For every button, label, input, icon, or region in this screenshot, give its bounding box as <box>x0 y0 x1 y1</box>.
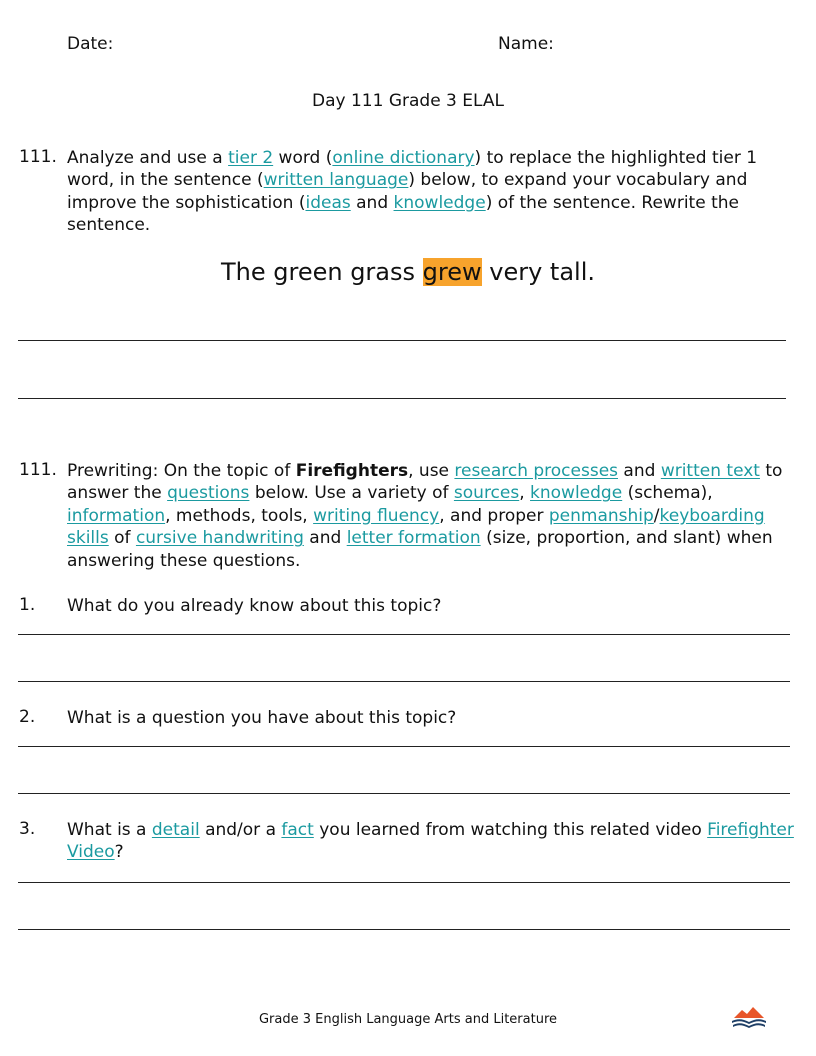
link-fact[interactable]: fact <box>281 820 314 840</box>
question-text: What is a detail and/or a fact you learned from watching this related video Firefighter Video? <box>67 820 794 863</box>
link-tier-2[interactable]: tier 2 <box>228 148 274 168</box>
name-label: Name: <box>498 34 554 54</box>
answer-line[interactable] <box>18 746 790 747</box>
link-online-dictionary[interactable]: online dictionary <box>332 148 475 168</box>
date-label: Date: <box>67 34 114 54</box>
link-research-processes[interactable]: research processes <box>454 461 619 481</box>
topic-name: Firefighters <box>295 461 409 481</box>
link-penmanship[interactable]: penmanship <box>548 505 654 526</box>
link-ideas[interactable]: ideas <box>305 192 351 213</box>
link-firefighter-video[interactable]: Firefighter Video <box>67 820 794 863</box>
highlighted-word: grew <box>422 258 482 286</box>
answer-line[interactable] <box>18 634 790 635</box>
link-written-language[interactable]: written language <box>263 170 409 191</box>
question-text: What do you already know about this topic? <box>67 596 442 616</box>
section-number: 111. <box>19 460 57 480</box>
page-title: Day 111 Grade 3 ELAL <box>312 91 504 111</box>
example-sentence: The green grass grew very tall. <box>220 258 595 286</box>
answer-line[interactable] <box>18 929 790 930</box>
link-detail[interactable]: detail <box>151 820 200 840</box>
question-number: 2. <box>19 707 36 727</box>
question-text: What is a question you have about this topic? <box>67 708 457 728</box>
question-number: 3. <box>19 819 36 839</box>
section-number: 111. <box>19 147 57 167</box>
footer-text: Grade 3 English Language Arts and Literature <box>258 1012 558 1027</box>
link-letter-formation[interactable]: letter formation <box>346 528 481 549</box>
answer-line[interactable] <box>18 398 786 399</box>
link-keyboarding-skills[interactable]: keyboarding skills <box>67 505 765 549</box>
section-instructions: Prewriting: On the topic of Firefighters, use research processes and written text to answer the questions below. Use a variety of sources, knowledge (schema), information, methods, tools, writing fluency, and proper penmanship/keyboarding skills of cursive handwriting and letter formation (size, proportion, and slant) when answering these questions. <box>67 461 783 571</box>
answer-line[interactable] <box>18 882 790 883</box>
link-questions[interactable]: questions <box>167 483 250 504</box>
book-mountain-logo-icon <box>730 1004 768 1030</box>
link-knowledge[interactable]: knowledge <box>530 483 623 504</box>
question-number: 1. <box>19 595 36 615</box>
link-information[interactable]: information <box>67 505 166 526</box>
link-written-text[interactable]: written text <box>660 461 760 481</box>
section-instructions: Analyze and use a tier 2 word (online dictionary) to replace the highlighted tier 1 word, in the sentence (written language) below, to expand your vocabulary and improve the sophistication (ideas and knowledge) of the sentence. Rewrite the sentence. <box>67 148 758 236</box>
link-writing-fluency[interactable]: writing fluency <box>313 505 440 526</box>
link-cursive-handwriting[interactable]: cursive handwriting <box>135 528 304 549</box>
link-sources[interactable]: sources <box>453 483 520 504</box>
link-knowledge[interactable]: knowledge <box>393 192 486 213</box>
answer-line[interactable] <box>18 340 786 341</box>
answer-line[interactable] <box>18 681 790 682</box>
answer-line[interactable] <box>18 793 790 794</box>
